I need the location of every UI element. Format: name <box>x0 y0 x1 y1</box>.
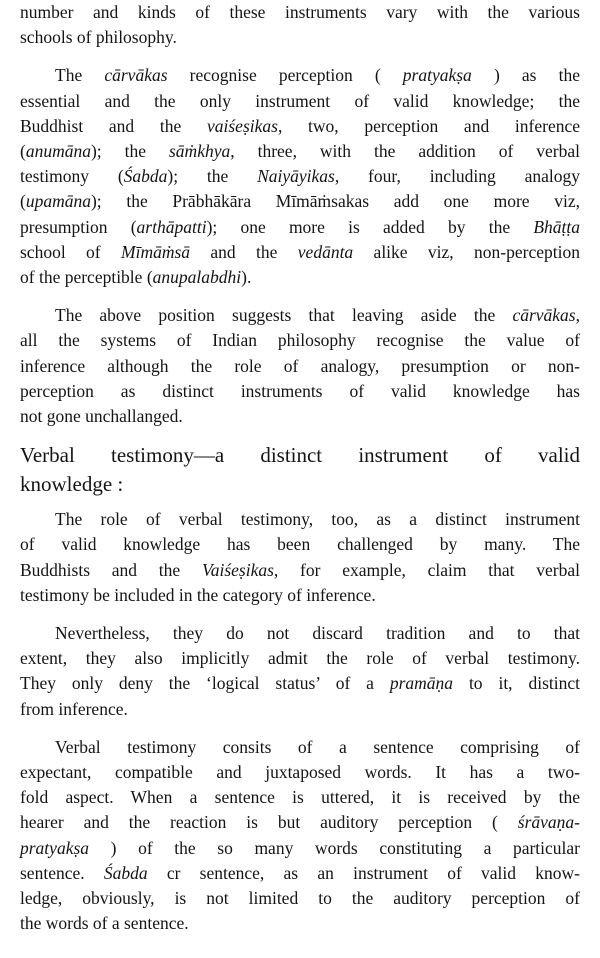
text-line <box>20 470 580 499</box>
text-line <box>20 265 580 290</box>
text-line <box>20 25 580 50</box>
text-run: ) as the <box>471 65 580 86</box>
text-line <box>20 671 580 696</box>
text-run: cr sentence, as an instrument of valid know- <box>147 862 580 883</box>
text-line <box>20 785 580 810</box>
paragraph <box>20 621 580 722</box>
text-run: ); the Prābhākāra Mīmāṁsakas add one more viz, <box>90 191 580 212</box>
text-run: of the perceptible ( <box>20 267 153 288</box>
text-run: The role of verbal testimony, too, as a distinct instrument <box>55 509 580 530</box>
text-run: , three, with the addition of verbal <box>230 141 580 162</box>
text-line <box>20 303 580 328</box>
text-run: Verbal testimony consits of a sentence comprising of <box>55 736 580 757</box>
text-run: hearer and the reaction is but auditory perception ( <box>20 812 518 833</box>
italic-term: Mīmāṁsā <box>121 241 191 262</box>
text-run: the words of a sentence. <box>20 913 189 934</box>
text-run: perception as distinct instruments of valid knowledge has <box>20 380 580 401</box>
paragraph <box>20 303 580 429</box>
text-line <box>20 621 580 646</box>
text-line <box>20 697 580 722</box>
text-run: Buddhist and the <box>20 115 207 136</box>
text-line <box>20 354 580 379</box>
text-run: and the <box>190 241 298 262</box>
text-run: , <box>575 305 580 326</box>
text-line <box>20 760 580 785</box>
text-run: ); the <box>90 141 169 162</box>
text-run: essential and the only instrument of valid knowledge; the <box>20 90 580 111</box>
text-run: sentence. <box>20 862 104 883</box>
italic-term: Vaiśeṣikas <box>201 559 274 580</box>
text-run: fold aspect. When a sentence is uttered, it is received by the <box>20 787 580 808</box>
text-line <box>20 379 580 404</box>
text-run: ( <box>20 191 26 212</box>
text-run: They only deny the ‘logical status’ of a <box>20 673 390 694</box>
text-run: presumption ( <box>20 216 137 237</box>
italic-term: vaiśeṣikas <box>206 115 278 136</box>
text-line <box>20 63 580 88</box>
italic-term: Naiyāyikas <box>257 166 335 187</box>
italic-term: Śabda <box>103 862 148 883</box>
text-run: ( <box>20 141 26 162</box>
text-line <box>20 507 580 532</box>
italic-term: pratyakṣa <box>402 65 472 86</box>
italic-term: śrāvaṇa- <box>517 812 580 833</box>
text-line <box>20 441 580 470</box>
text-run: ). <box>241 267 252 288</box>
paragraph <box>20 63 580 290</box>
italic-term: cārvākas <box>104 65 168 86</box>
text-run: inference although the role of analogy, presumption or non- <box>20 355 580 376</box>
text-run: ) of the so many words constituting a particular <box>89 837 580 858</box>
text-run: from inference. <box>20 698 128 719</box>
text-run: , two, perception and inference <box>277 115 580 136</box>
italic-term: pratyakṣa <box>20 837 90 858</box>
italic-term: anumāna <box>25 141 91 162</box>
paragraph <box>20 735 580 937</box>
book-page <box>20 0 580 937</box>
paragraph <box>20 0 580 50</box>
text-run: Buddhists and the <box>20 559 202 580</box>
text-line <box>20 810 580 835</box>
text-line <box>20 646 580 671</box>
text-line <box>20 886 580 911</box>
text-run: knowledge : <box>20 472 124 497</box>
text-line <box>20 114 580 139</box>
text-run: expectant, compatible and juxtaposed words. It has a two- <box>20 762 580 783</box>
text-run: of valid knowledge has been challenged by many. The <box>20 534 580 555</box>
text-run: to it, distinct <box>453 673 580 694</box>
text-line <box>20 861 580 886</box>
italic-term: cārvākas <box>512 305 576 326</box>
text-run: extent, they also implicitly admit the role of verbal testimony. <box>20 648 580 669</box>
text-line <box>20 735 580 760</box>
text-run: , for example, claim that verbal <box>273 559 580 580</box>
text-run: The <box>55 65 105 86</box>
italic-term: Śabda <box>123 166 168 187</box>
text-run: schools of philosophy. <box>20 27 177 48</box>
italic-term: arthāpatti <box>136 216 207 237</box>
text-run: school of <box>20 241 121 262</box>
italic-term: vedānta <box>297 241 354 262</box>
text-line <box>20 0 580 25</box>
text-run: Verbal testimony—a distinct instrument of valid <box>20 443 580 468</box>
section-heading <box>20 441 580 499</box>
text-run: testimony ( <box>20 166 124 187</box>
text-run: ledge, obviously, is not limited to the auditory perception of <box>20 888 580 909</box>
text-run: ); the <box>167 166 258 187</box>
text-line <box>20 139 580 164</box>
italic-term: Bhāṭṭa <box>533 216 580 237</box>
text-line <box>20 328 580 353</box>
italic-term: upamāna <box>25 191 91 212</box>
italic-term: sāṁkhya <box>169 141 231 162</box>
text-run: alike viz, non-perception <box>353 241 580 262</box>
paragraph <box>20 507 580 608</box>
text-run: recognise perception ( <box>167 65 403 86</box>
text-run: Nevertheless, they do not discard tradition and to that <box>55 623 580 644</box>
text-run: not gone unchallanged. <box>20 406 183 427</box>
text-run: , four, including analogy <box>334 166 580 187</box>
text-line <box>20 583 580 608</box>
text-run: all the systems of Indian philosophy recognise the value of <box>20 330 580 351</box>
text-line <box>20 836 580 861</box>
text-line <box>20 215 580 240</box>
text-line <box>20 189 580 214</box>
text-line <box>20 911 580 936</box>
text-line <box>20 558 580 583</box>
text-run: The above position suggests that leaving aside the <box>55 305 513 326</box>
text-line <box>20 164 580 189</box>
text-line <box>20 404 580 429</box>
text-run: number and kinds of these instruments vary with the various <box>20 2 580 22</box>
italic-term: pramāṇa <box>389 673 454 694</box>
text-run: testimony be included in the category of inference. <box>20 584 376 605</box>
text-line <box>20 532 580 557</box>
italic-term: anupalabdhi <box>152 267 242 288</box>
text-run: ); one more is added by the <box>206 216 534 237</box>
text-line <box>20 89 580 114</box>
text-line <box>20 240 580 265</box>
